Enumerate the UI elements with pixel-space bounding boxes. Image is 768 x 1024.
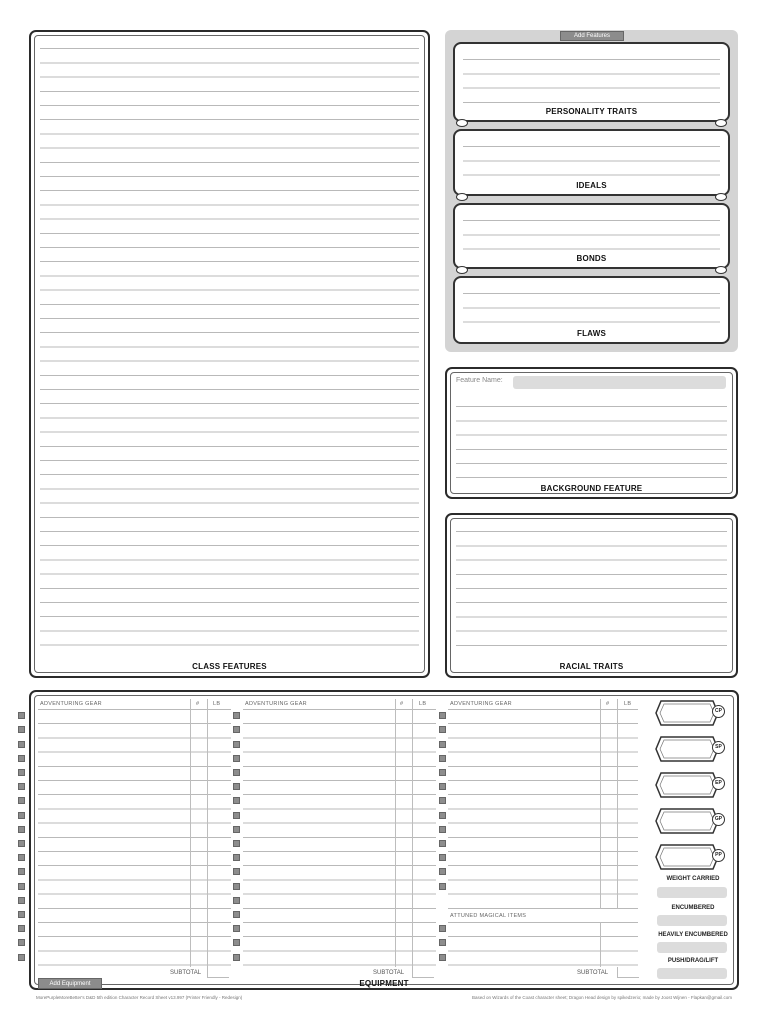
coin-gp-label: GP	[712, 813, 725, 826]
lb-col-3-header: LB	[624, 701, 632, 707]
qty-col-2-header: #	[400, 701, 404, 707]
row-marker[interactable]	[18, 897, 25, 904]
racial-traits-label: RACIAL TRAITS	[559, 662, 624, 671]
coin-gp[interactable]	[655, 808, 721, 834]
row-marker[interactable]	[18, 868, 25, 875]
row-marker[interactable]	[439, 868, 446, 875]
bonds-box	[453, 203, 730, 269]
row-marker[interactable]	[233, 726, 240, 733]
row-marker[interactable]	[18, 769, 25, 776]
personality-traits-label: PERSONALITY TRAITS	[545, 107, 638, 116]
subtotal-3-value[interactable]	[617, 967, 639, 978]
row-marker[interactable]	[18, 797, 25, 804]
equipment-label: EQUIPMENT	[359, 979, 409, 988]
weight-carried-value[interactable]	[657, 887, 727, 898]
row-marker[interactable]	[18, 883, 25, 890]
subtotal-2-value[interactable]	[412, 967, 434, 978]
row-marker[interactable]	[233, 741, 240, 748]
row-marker[interactable]	[18, 939, 25, 946]
row-marker[interactable]	[439, 854, 446, 861]
row-marker[interactable]	[233, 812, 240, 819]
row-marker[interactable]	[18, 726, 25, 733]
bonds-lines[interactable]	[463, 207, 720, 251]
row-marker[interactable]	[233, 911, 240, 918]
row-marker[interactable]	[439, 826, 446, 833]
row-marker[interactable]	[18, 911, 25, 918]
coin-ep-label: EP	[712, 777, 725, 790]
row-marker[interactable]	[439, 812, 446, 819]
col-3-divider-a	[600, 699, 601, 909]
background-feature-panel	[445, 367, 738, 499]
flaws-box	[453, 276, 730, 344]
subtotal-2-label: SUBTOTAL	[373, 970, 405, 976]
row-marker[interactable]	[18, 712, 25, 719]
col-3-divider-b	[617, 699, 618, 909]
row-marker[interactable]	[439, 726, 446, 733]
row-marker[interactable]	[233, 783, 240, 790]
ideals-lines[interactable]	[463, 133, 720, 177]
feature-name-input[interactable]	[513, 376, 726, 389]
row-marker[interactable]	[18, 854, 25, 861]
class-features-panel	[29, 30, 430, 678]
coin-cp-frame	[655, 700, 719, 726]
row-marker[interactable]	[439, 954, 446, 961]
divider-knob-right-1	[715, 119, 727, 127]
row-marker[interactable]	[18, 783, 25, 790]
coin-gp-frame	[655, 808, 719, 834]
flaws-label: FLAWS	[577, 329, 606, 338]
personality-traits-lines[interactable]	[463, 46, 720, 104]
subtotal-1-label: SUBTOTAL	[170, 970, 202, 976]
col-2-divider-b	[412, 699, 413, 967]
background-feature-label: BACKGROUND FEATURE	[540, 484, 643, 493]
coin-sp-frame	[655, 736, 719, 762]
coin-pp-label: PP	[712, 849, 725, 862]
row-marker[interactable]	[439, 783, 446, 790]
equipment-content	[29, 690, 739, 990]
qty-col-3-header: #	[606, 701, 610, 707]
coin-ep[interactable]	[655, 772, 721, 798]
push-drag-lift-value[interactable]	[657, 968, 727, 979]
subtotal-1-value[interactable]	[207, 967, 229, 978]
attuned-items-header: ATTUNED MAGICAL ITEMS	[450, 913, 527, 919]
gear-col-1-rows[interactable]	[38, 709, 231, 967]
gear-col-1-header: ADVENTURING GEAR	[40, 701, 102, 707]
row-marker[interactable]	[18, 741, 25, 748]
add-equipment-button[interactable]: Add Equipment	[38, 978, 102, 989]
row-marker[interactable]	[233, 883, 240, 890]
personality-traits-box	[453, 42, 730, 122]
row-marker[interactable]	[439, 769, 446, 776]
gear-col-3-header: ADVENTURING GEAR	[450, 701, 512, 707]
lb-col-2-header: LB	[419, 701, 427, 707]
racial-traits-lines[interactable]	[456, 518, 727, 658]
background-feature-lines[interactable]	[456, 393, 727, 479]
row-marker[interactable]	[18, 812, 25, 819]
attuned-divider	[600, 922, 601, 967]
ideals-label: IDEALS	[576, 181, 607, 190]
row-marker[interactable]	[233, 954, 240, 961]
push-drag-lift-label: PUSH/DRAG/LIFT	[667, 958, 719, 964]
class-features-lines[interactable]	[40, 35, 419, 658]
divider-knob-left-2	[456, 193, 468, 201]
row-marker[interactable]	[439, 840, 446, 847]
row-marker[interactable]	[233, 826, 240, 833]
flaws-lines[interactable]	[463, 280, 720, 324]
subtotal-3-label: SUBTOTAL	[577, 970, 609, 976]
coin-cp-label: CP	[712, 705, 725, 718]
traits-group	[445, 30, 738, 352]
coin-sp[interactable]	[655, 736, 721, 762]
qty-col-1-header: #	[196, 701, 200, 707]
row-marker[interactable]	[439, 741, 446, 748]
row-marker[interactable]	[233, 797, 240, 804]
divider-knob-right-3	[715, 266, 727, 274]
lb-col-1-header: LB	[213, 701, 221, 707]
row-marker[interactable]	[233, 712, 240, 719]
racial-traits-panel	[445, 513, 738, 678]
row-marker[interactable]	[233, 755, 240, 762]
row-marker[interactable]	[233, 769, 240, 776]
row-marker[interactable]	[233, 868, 240, 875]
feature-name-label: Feature Name:	[456, 377, 503, 384]
heavily-encumbered-label: HEAVILY ENCUMBERED	[658, 932, 728, 938]
coin-pp-frame	[655, 844, 719, 870]
row-marker[interactable]	[233, 854, 240, 861]
row-marker[interactable]	[439, 755, 446, 762]
footer-right: Based on Wizards of the Coast character sheet; Dragon Head design by spikedzerio; made by Joost Wijnen - Flapkan@gmail.com	[472, 995, 732, 1000]
attuned-items-rows[interactable]	[448, 922, 638, 967]
row-marker[interactable]	[18, 925, 25, 932]
weight-carried-label: WEIGHT CARRIED	[666, 876, 720, 882]
row-marker[interactable]	[233, 840, 240, 847]
row-marker[interactable]	[233, 897, 240, 904]
add-features-button[interactable]: Add Features	[560, 31, 624, 41]
gear-col-2-header: ADVENTURING GEAR	[245, 701, 307, 707]
row-marker[interactable]	[439, 712, 446, 719]
encumbered-label: ENCUMBERED	[671, 905, 715, 911]
heavily-encumbered-value[interactable]	[657, 942, 727, 953]
row-marker[interactable]	[439, 925, 446, 932]
row-marker[interactable]	[439, 797, 446, 804]
col-2-divider-a	[395, 699, 396, 967]
row-marker[interactable]	[18, 755, 25, 762]
row-marker[interactable]	[233, 939, 240, 946]
encumbered-value[interactable]	[657, 915, 727, 926]
divider-knob-right-2	[715, 193, 727, 201]
row-marker[interactable]	[439, 883, 446, 890]
col-1-divider-b	[207, 699, 208, 967]
coin-ep-frame	[655, 772, 719, 798]
row-marker[interactable]	[439, 939, 446, 946]
divider-knob-left-3	[456, 266, 468, 274]
footer-left: MorePurpleMoreBetter's D&D 5th edition Character Record Sheet v13.997 (Printer Friendly - Redesign)	[36, 995, 243, 1000]
bonds-label: BONDS	[576, 254, 607, 263]
col-1-divider-a	[190, 699, 191, 967]
ideals-box	[453, 129, 730, 196]
coin-sp-label: SP	[712, 741, 725, 754]
gear-col-3-rows[interactable]	[448, 709, 638, 909]
coin-pp[interactable]	[655, 844, 721, 870]
gear-col-2-rows[interactable]	[243, 709, 436, 967]
row-marker[interactable]	[18, 840, 25, 847]
class-features-label: CLASS FEATURES	[192, 662, 267, 671]
row-marker[interactable]	[18, 954, 25, 961]
row-marker[interactable]	[233, 925, 240, 932]
row-marker[interactable]	[18, 826, 25, 833]
coin-cp[interactable]	[655, 700, 721, 726]
divider-knob-left-1	[456, 119, 468, 127]
